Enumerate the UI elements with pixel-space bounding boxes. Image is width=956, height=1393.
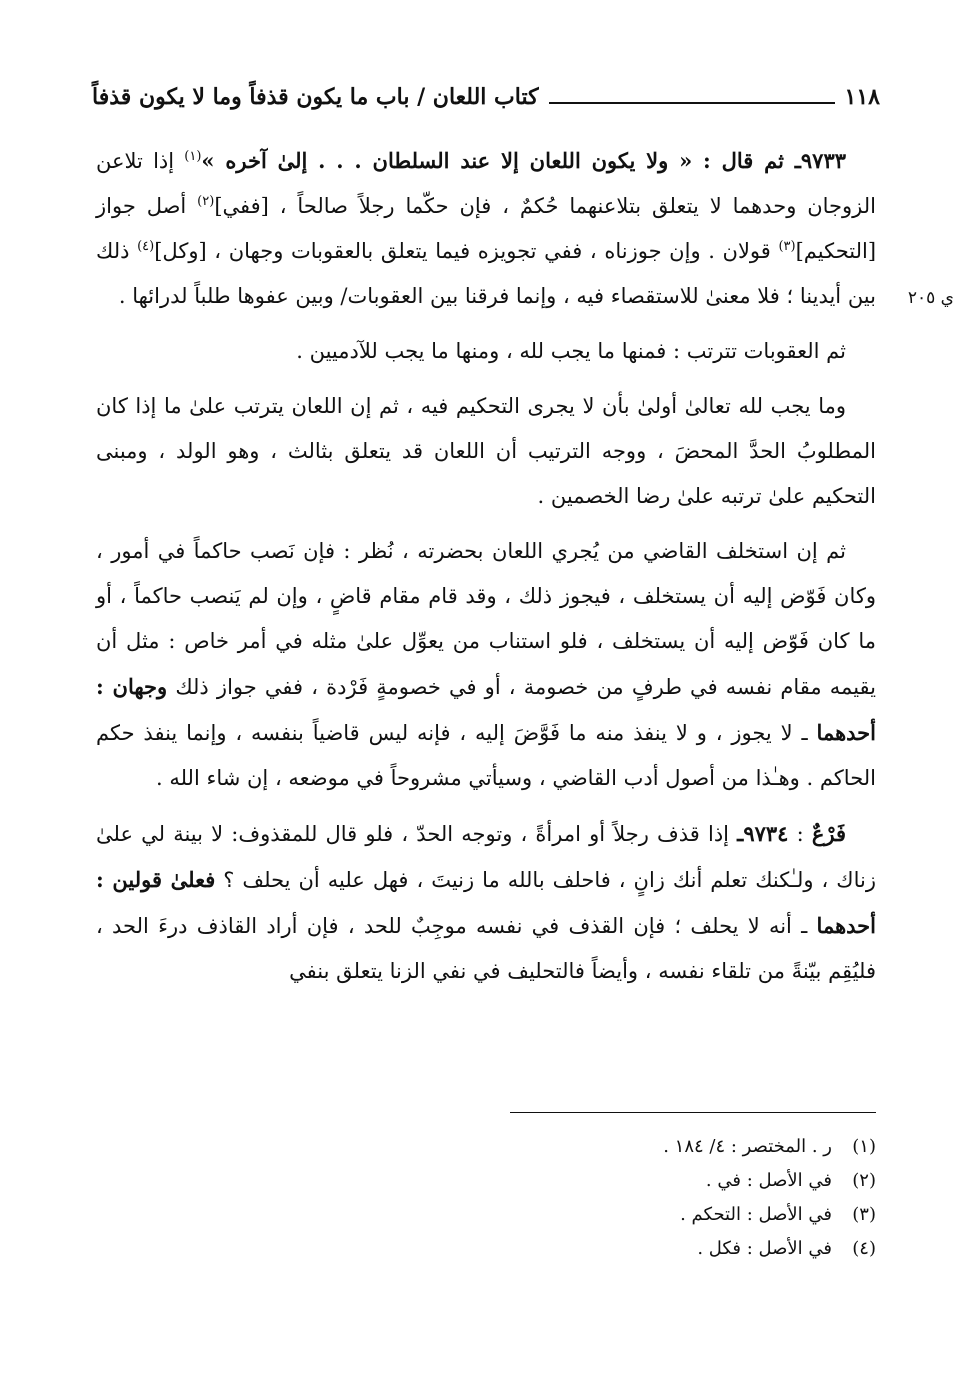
paragraph-punishments: ثم العقوبات تترتب : فمنها ما يجب لله ، ومنها ما يجب للآدميين . [296, 339, 846, 363]
text-segment: ذلك بين أيدينا ؛ فلا معنىٰ للاستقصاء فيه ، وإنما فرقنا بين العقوبات/ وبين عفوها طلباً لدرائها . [96, 239, 876, 308]
footnote-text: في الأصل : في . [705, 1170, 832, 1191]
footnote-number: (٢) [852, 1170, 876, 1191]
text-segment: إذا تلاعن الزوجان وحدهما لا يتعلق بتلاعنهما حُكمٌ ، فإن حكّما رجلاً صالحاً ، [ففي] [96, 149, 876, 218]
footnote-number: (٤) [852, 1238, 876, 1259]
text-segment: ـ أنه لا يحلف ؛ فإن القذف في نفسه موجِبٌ للحد ، فإن أراد القاذف درءَ الحد ، فليُقِم بيّنةً من تلقاء نفسه ، وأيضاً فالتحليف في نفي الزنا يتعلق بنفي [96, 914, 876, 983]
page-number: ١١٨ [844, 84, 880, 110]
quoted-text: ولا يكون اللعان إلا عند السلطان . . . إلىٰ آخره [225, 148, 669, 173]
paragraph-9734 [96, 811, 876, 994]
footnote-4 [500, 1232, 876, 1266]
quote-close: » [201, 148, 226, 173]
label-separator: : [788, 822, 812, 846]
paragraph-9733 [96, 138, 876, 319]
footnote-ref-4: (٤) [137, 239, 155, 254]
text-segment: أصل جواز [التحكيم] [96, 194, 877, 263]
text-segment: إذا قذف رجلاً أو امرأةً ، وتوجه الحدّ ، فلو قال للمقذوف: لا بينة لي علىٰ زناك ، ولـٰكنك تعلم أنك زانٍ ، فاحلف بالله ما زنيتَ ، فهل عليه أن يحلف ؟ [96, 822, 877, 892]
branch-label: فَرْعٌ [811, 821, 846, 846]
issue-number: ٩٧٣٣ـ [794, 148, 847, 173]
footnote-number: (١) [852, 1136, 876, 1157]
footnotes [500, 1130, 876, 1266]
paragraph-rights-of-god: وما يجب لله تعالىٰ أولىٰ بأن لا يجرى التحكيم فيه ، ثم إن اللعان يترتب علىٰ ما إذا كان المطلوبُ الحدَّ المحضَ ، ووجه الترتيب أن اللعان قد يتعلق بثالث ، وهو الولد ، ومبنى التحكيم علىٰ ترتبه علىٰ رضا الخصمين . [96, 394, 876, 508]
footnote-1 [500, 1130, 876, 1164]
footnote-ref-3: (٣) [778, 239, 796, 254]
footnote-2 [500, 1164, 876, 1198]
footnote-3 [500, 1198, 876, 1232]
quote-lead: ثم قال : « [668, 148, 795, 173]
text-segment: قولان . وإن جوزناه ، ففي تجويزه فيما يتعلق بالعقوبات وجهان ، [وكل] [154, 239, 779, 263]
footnote-number: (٣) [852, 1204, 876, 1225]
paragraph-deputy-judge [96, 529, 876, 801]
margin-page-reference: ي ٢٠٥ [907, 288, 954, 308]
issue-number: ٩٧٣٤ـ [737, 821, 789, 846]
footnote-ref-1: (١) [184, 149, 202, 164]
footnote-divider [510, 1112, 876, 1113]
header-rule [549, 102, 835, 104]
footnote-ref-2: (٢) [197, 194, 215, 209]
bold-segment: وجهان : أحدهما [96, 674, 876, 745]
text-segment: ـ لا يجوز ، و لا ينفذ منه ما فَوَّضَ إليه ، فإنه ليس قاضياً بنفسه ، وإنما ينفذ حكم الحاكم . وهـٰذا من أصول أدب القاضي ، وسيأتي مشروحاً في موضعه ، إن شاء الله . [96, 721, 876, 790]
footnote-text: في الأصل : فكل . [697, 1238, 832, 1259]
main-text [96, 138, 876, 1004]
text-segment: ثم إن استخلف القاضي من يُجري اللعان بحضرته ، نُظر : فإن نَصب حاكماً في أمور ، وكان فَوّض إليه أن يستخلف ، فيجوز ذلك ، وقد قام مقام قاضٍ ، وإن لم يَنصب حاكماً ، أو ما كان فَوّض إليه أن يستخلف ، فلو استناب من يعوِّل علىٰ مثله في أمر خاص : مثل أن يقيمه مقام نفسه في طرفٍ من خصومة ، أو في خصومةٍ فَرْدة ، ففي جواز ذلك [96, 539, 877, 699]
running-header [92, 76, 880, 118]
header-title: كتاب اللعان / باب ما يكون قذفاً وما لا يكون قذفاً [92, 84, 539, 110]
bold-segment: فعلىٰ قولين : أحدهما [96, 867, 876, 938]
footnote-text: ر . المختصر : ٤/ ١٨٤ . [663, 1136, 832, 1157]
footnote-text: في الأصل : التحكم . [680, 1204, 832, 1225]
